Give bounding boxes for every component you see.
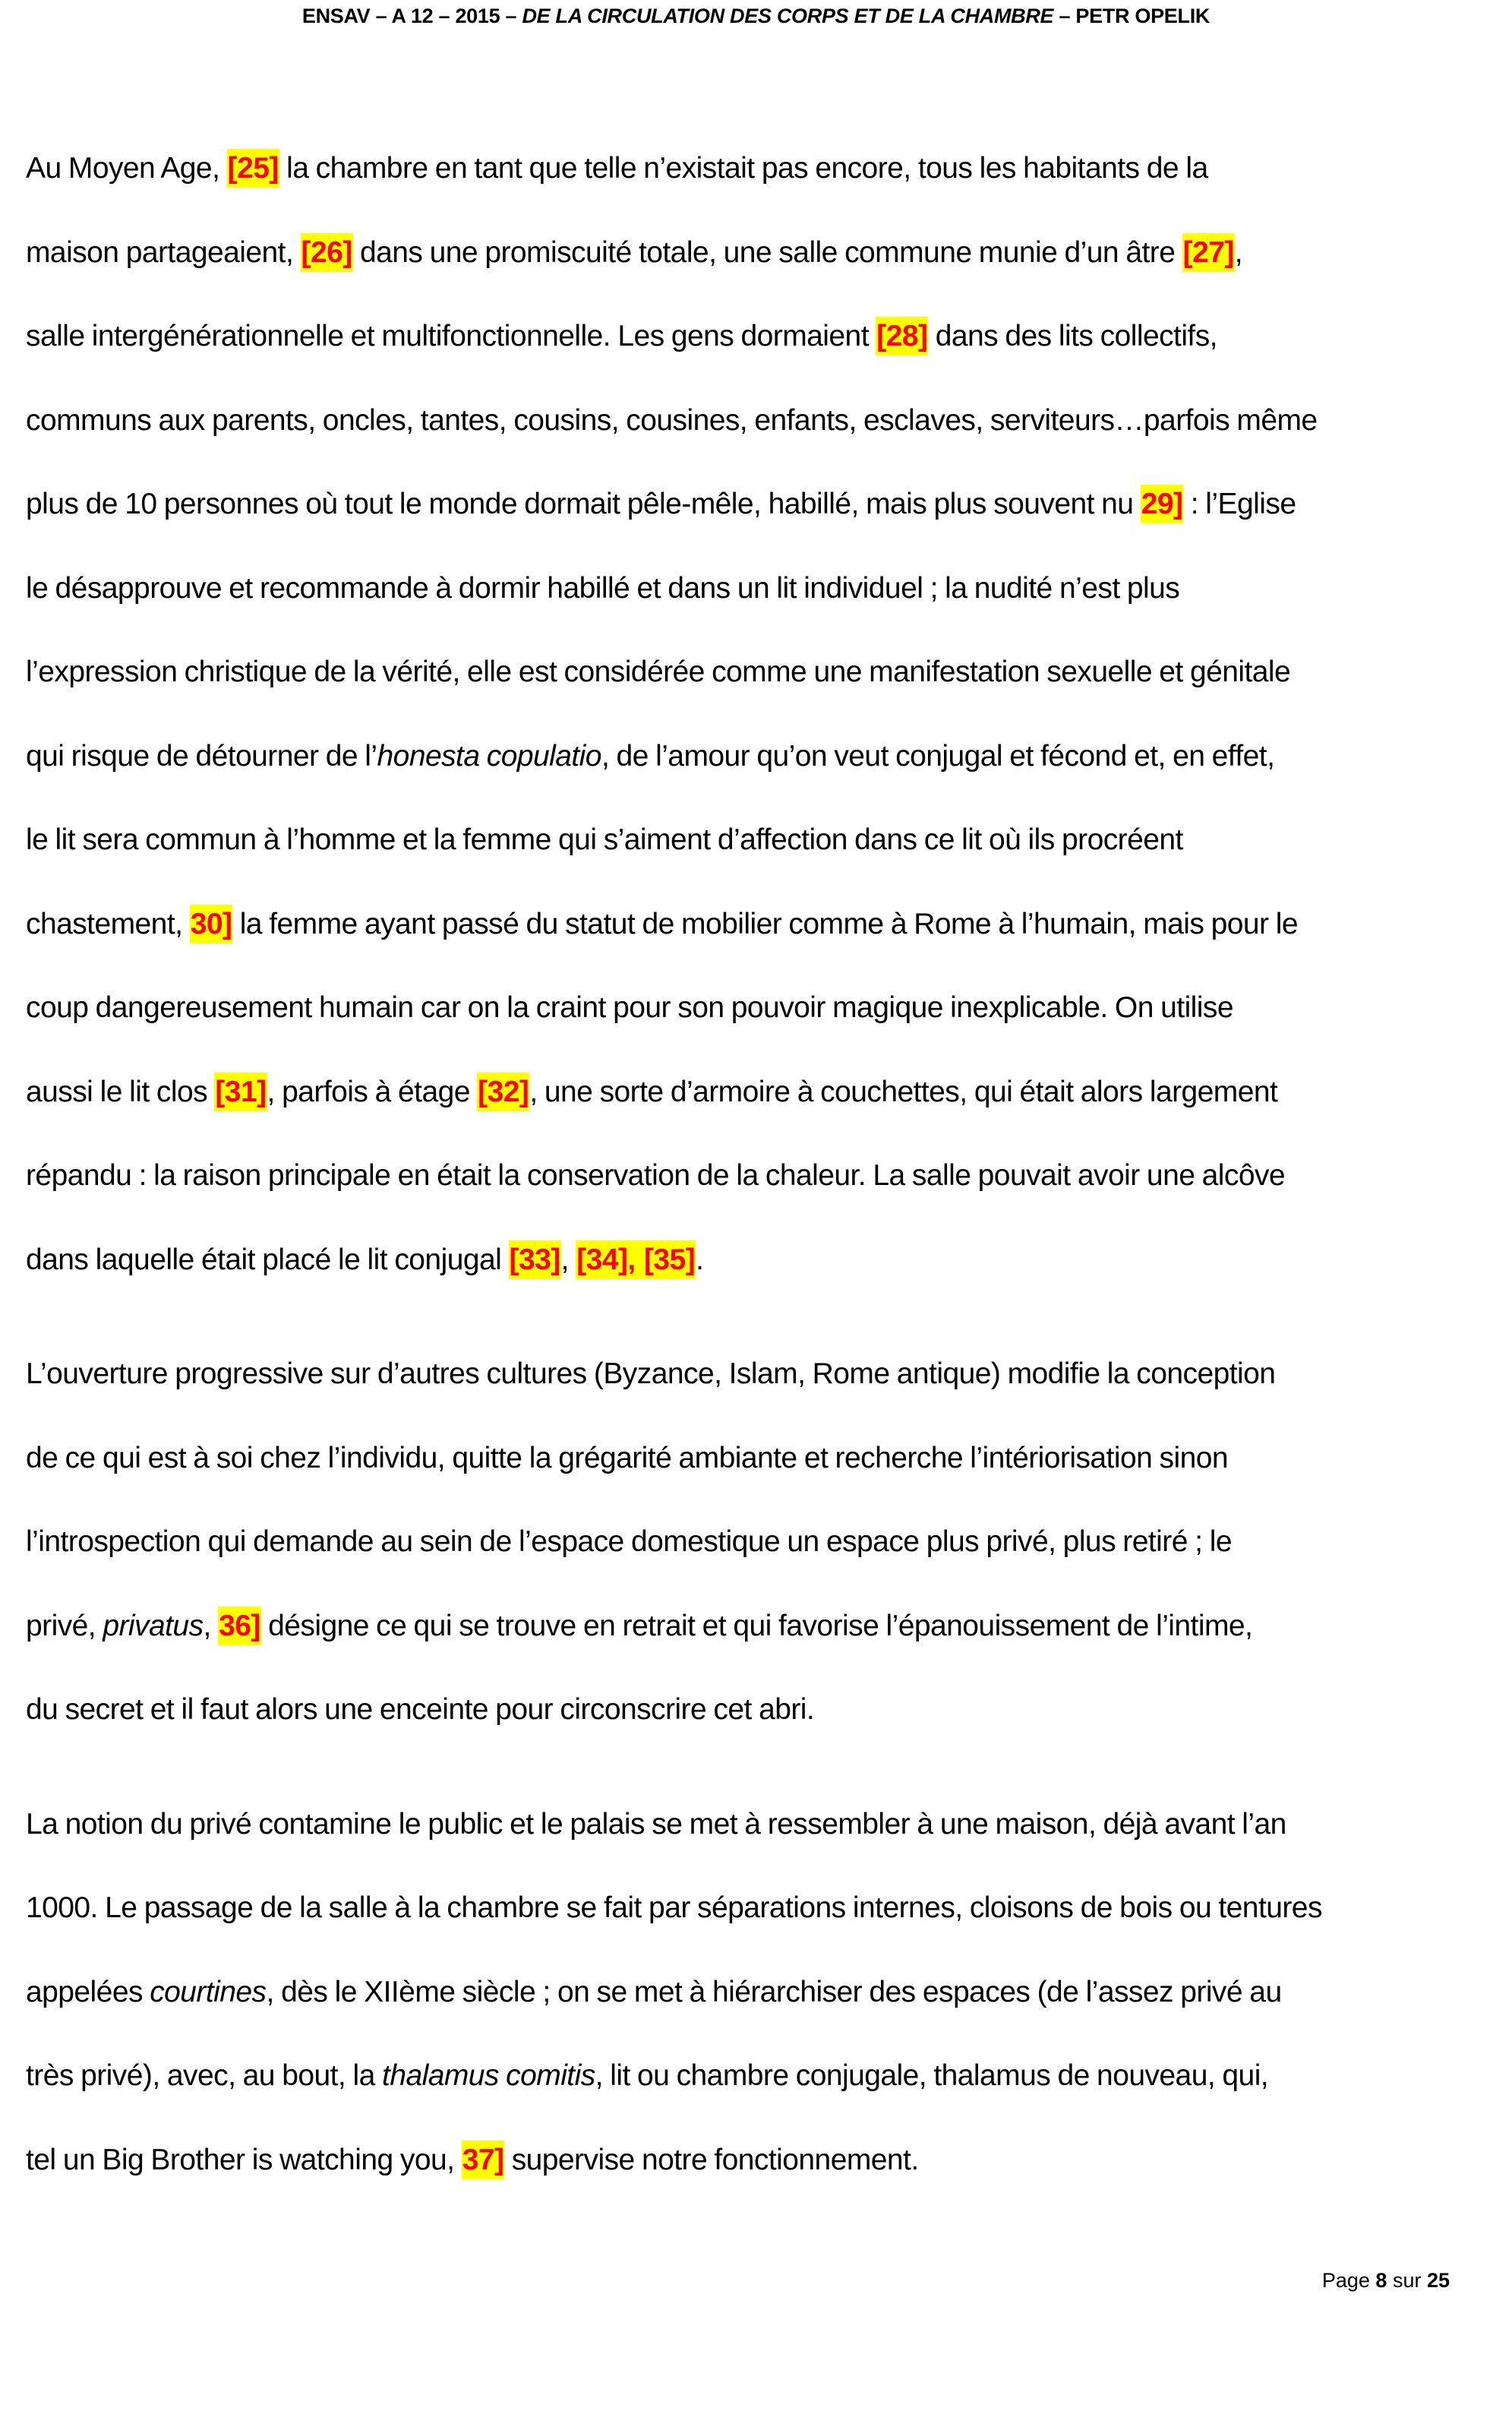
footnote-reference[interactable]: 29] <box>1141 485 1184 523</box>
text-run: dans une promiscuité totale, une salle commune munie d’un âtre <box>352 235 1182 269</box>
italic-term: privatus <box>103 1609 204 1642</box>
text-line <box>26 1687 1469 1771</box>
text-run: coup dangereusement humain car on la craint pour son pouvoir magique inexplicable. On utilise <box>26 991 1233 1024</box>
text-run: , <box>560 1243 576 1276</box>
text-line <box>26 1070 1469 1154</box>
text-line <box>26 1153 1469 1237</box>
footnote-reference[interactable]: 37] <box>462 2141 505 2179</box>
paragraph <box>26 1802 1469 2222</box>
footnote-reference[interactable]: [26] <box>301 233 353 272</box>
text-line <box>26 985 1469 1070</box>
text-line <box>26 1351 1469 1436</box>
footnote-reference[interactable]: [31] <box>214 1073 267 1111</box>
footnote-reference[interactable]: [25] <box>227 149 279 188</box>
text-line <box>26 314 1469 398</box>
text-run: dans des lits collectifs, <box>928 320 1217 352</box>
text-line <box>26 1970 1469 2054</box>
text-run: l’expression christique de la vérité, elle est considérée comme une manifestation sexuelle et génitale <box>26 656 1291 688</box>
text-line <box>26 1802 1469 1886</box>
text-run: . <box>696 1243 704 1276</box>
text-line <box>26 1237 1469 1322</box>
header-prefix: ENSAV – A 12 – 2015 – <box>301 5 522 27</box>
footnote-reference[interactable]: [27] <box>1182 233 1235 272</box>
text-run: qui risque de détourner de l’ <box>26 739 377 773</box>
italic-term: courtines <box>150 1975 267 2008</box>
text-run: de ce qui est à soi chez l’individu, quitte la grégarité ambiante et recherche l’intériorisation sinon <box>26 1441 1228 1474</box>
document-body <box>26 146 1469 2221</box>
text-line <box>26 902 1469 986</box>
page-total: 25 <box>1426 2269 1450 2292</box>
text-run: tel un Big Brother is watching you, <box>26 2143 462 2176</box>
text-run: L’ouverture progressive sur d’autres cultures (Byzance, Islam, Rome antique) modifie la conception <box>26 1357 1276 1390</box>
text-run: chastement, <box>26 907 190 940</box>
italic-term: thalamus comitis <box>382 2059 595 2092</box>
text-run: supervise notre fonctionnement. <box>504 2143 919 2176</box>
footnote-reference[interactable]: [28] <box>876 317 928 355</box>
text-run: , <box>203 1609 219 1642</box>
text-run: le lit sera commun à l’homme et la femme qui s’aiment d’affection dans ce lit où ils procréent <box>26 823 1183 856</box>
text-line <box>26 230 1469 314</box>
text-run: : l’Eglise <box>1183 488 1296 520</box>
text-line <box>26 398 1469 482</box>
text-run: appelées <box>26 1975 150 2008</box>
text-line <box>26 1604 1469 1688</box>
footnote-reference[interactable]: [34], <box>576 1240 643 1279</box>
text-line <box>26 2138 1469 2222</box>
text-line <box>26 1885 1469 1970</box>
text-run: très privé), avec, au bout, la <box>26 2059 383 2092</box>
text-run: salle intergénérationnelle et multifonctionnelle. Les gens dormaient <box>26 320 876 352</box>
paragraph <box>26 1351 1469 1771</box>
page-header <box>0 5 1512 28</box>
text-run: communs aux parents, oncles, tantes, cousins, cousines, enfants, esclaves, serviteurs…parfois même <box>26 403 1318 437</box>
paragraph-gap <box>26 1771 1469 1802</box>
text-line <box>26 566 1469 650</box>
italic-term: honesta copulatio <box>377 739 601 773</box>
page-number: 8 <box>1375 2269 1387 2292</box>
text-run: le désapprouve et recommande à dormir habillé et dans un lit individuel ; la nudité n’est plus <box>26 571 1180 605</box>
text-run: , lit ou chambre conjugale, thalamus de nouveau, qui, <box>595 2059 1269 2092</box>
text-run: , de l’amour qu’on veut conjugal et fécond et, en effet, <box>601 739 1275 773</box>
footnote-reference[interactable]: [32] <box>477 1073 529 1111</box>
paragraph-gap <box>26 1321 1469 1351</box>
text-run: dans laquelle était placé le lit conjugal <box>26 1243 509 1276</box>
text-run: l’introspection qui demande au sein de l’espace domestique un espace plus privé, plus retiré ; le <box>26 1525 1232 1558</box>
text-run: aussi le lit clos <box>26 1075 215 1108</box>
text-run: , <box>1234 235 1243 269</box>
text-run: 1000. Le passage de la salle à la chambre se fait par séparations internes, cloisons de bois ou tentures <box>26 1891 1322 1924</box>
text-run: répandu : la raison principale en était la conservation de la chaleur. La salle pouvait avoir une alcôve <box>26 1159 1286 1192</box>
text-run: privé, <box>26 1609 103 1642</box>
text-line <box>26 1436 1469 1520</box>
text-run: maison partageaient, <box>26 235 301 269</box>
footnote-reference[interactable]: 36] <box>218 1607 261 1645</box>
text-line <box>26 482 1469 566</box>
text-run: plus de 10 personnes où tout le monde dormait pêle-mêle, habillé, mais plus souvent nu <box>26 488 1141 520</box>
text-line <box>26 649 1469 734</box>
text-run: La notion du privé contamine le public et le palais se met à ressembler à une maison, déjà avant l’an <box>26 1807 1286 1841</box>
text-run: Au Moyen Age, <box>26 152 227 185</box>
header-title: DE LA CIRCULATION DES CORPS ET DE LA CHAMBRE <box>522 5 1054 27</box>
paragraph <box>26 146 1469 1321</box>
text-run: , dès le XIIème siècle ; on se met à hiérarchiser des espaces (de l’assez privé au <box>266 1975 1282 2008</box>
page-footer <box>1322 2269 1450 2293</box>
footnote-reference[interactable]: [35] <box>643 1240 696 1279</box>
footnote-reference[interactable]: [33] <box>509 1240 561 1279</box>
text-line <box>26 146 1469 230</box>
text-run: désigne ce qui se trouve en retrait et qui favorise l’épanouissement de l’intime, <box>260 1609 1253 1642</box>
text-line <box>26 734 1469 818</box>
text-line <box>26 2053 1469 2138</box>
page-label: Page <box>1321 2269 1376 2292</box>
text-line <box>26 1519 1469 1604</box>
text-run: , parfois à étage <box>267 1075 478 1108</box>
page-sep: sur <box>1387 2269 1427 2292</box>
text-run: la femme ayant passé du statut de mobilier comme à Rome à l’humain, mais pour le <box>232 907 1299 940</box>
text-run: du secret et il faut alors une enceinte pour circonscrire cet abri. <box>26 1693 815 1726</box>
footnote-reference[interactable]: 30] <box>190 905 233 943</box>
text-run: la chambre en tant que telle n’existait pas encore, tous les habitants de la <box>279 152 1208 185</box>
text-line <box>26 817 1469 902</box>
header-author: – PETR OPELIK <box>1053 5 1211 27</box>
text-run: , une sorte d’armoire à couchettes, qui était alors largement <box>529 1075 1278 1108</box>
